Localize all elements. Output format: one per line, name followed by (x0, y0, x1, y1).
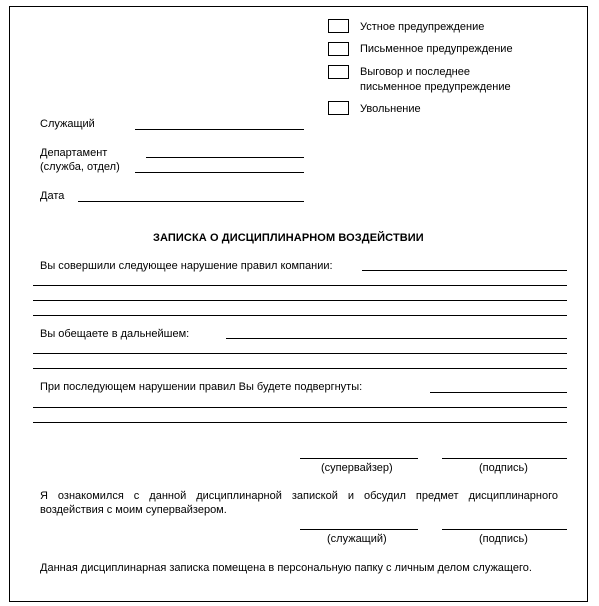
checkbox-oral-warning[interactable] (328, 19, 349, 33)
department-label: Департамент (40, 147, 108, 159)
employee-label: Служащий (40, 118, 95, 130)
checkbox-dismissal[interactable] (328, 101, 349, 115)
supervisor-sign-line[interactable] (442, 458, 567, 459)
consequence-label: При последующем нарушении правил Вы будете подвергнуты: (40, 381, 363, 393)
department-field-line2[interactable] (135, 172, 304, 173)
department-sublabel: (служба, отдел) (40, 161, 120, 173)
violation-label: Вы совершили следующее нарушение правил компании: (40, 260, 333, 272)
promise-field-line1[interactable] (226, 338, 567, 339)
department-field-line1[interactable] (146, 157, 304, 158)
filing-note-text: Данная дисциплинарная записка помещена в персональную папку с личным делом служащего. (40, 562, 532, 574)
promise-label: Вы обещаете в дальнейшем: (40, 328, 190, 340)
violation-field-line4[interactable] (33, 315, 567, 316)
employee-signature-line[interactable] (300, 529, 418, 530)
violation-field-line2[interactable] (33, 285, 567, 286)
employee-field[interactable] (135, 129, 304, 130)
employee-caption: (служащий) (327, 533, 387, 545)
violation-field-line1[interactable] (362, 270, 567, 271)
consequence-field-line2[interactable] (33, 407, 567, 408)
employee-sign-line[interactable] (442, 529, 567, 530)
consequence-field-line3[interactable] (33, 422, 567, 423)
promise-field-line2[interactable] (33, 353, 567, 354)
consequence-field-line1[interactable] (430, 392, 567, 393)
supervisor-caption: (супервайзер) (321, 462, 393, 474)
promise-field-line3[interactable] (33, 368, 567, 369)
checkbox-written-warning[interactable] (328, 42, 349, 56)
date-label: Дата (40, 190, 65, 202)
checkbox-reprimand[interactable] (328, 65, 349, 79)
page-title: ЗАПИСКА О ДИСЦИПЛИНАРНОМ ВОЗДЕЙСТВИИ (153, 232, 424, 244)
violation-field-line3[interactable] (33, 300, 567, 301)
checkbox-label-reprimand-line2: письменное предупреждение (360, 81, 511, 93)
checkbox-label-dismissal: Увольнение (360, 103, 421, 115)
employee-sign-caption: (подпись) (479, 533, 528, 545)
checkbox-label-written-warning: Письменное предупреждение (360, 43, 513, 55)
supervisor-signature-line[interactable] (300, 458, 418, 459)
checkbox-label-oral-warning: Устное предупреждение (360, 21, 485, 33)
supervisor-sign-caption: (подпись) (479, 462, 528, 474)
date-field[interactable] (78, 201, 304, 202)
checkbox-label-reprimand-line1: Выговор и последнее (360, 66, 470, 78)
acknowledgement-text: Я ознакомился с данной дисциплинарной запиской и обсудил предмет дисциплинарного воздействия с моим супервайзером. (40, 490, 558, 516)
